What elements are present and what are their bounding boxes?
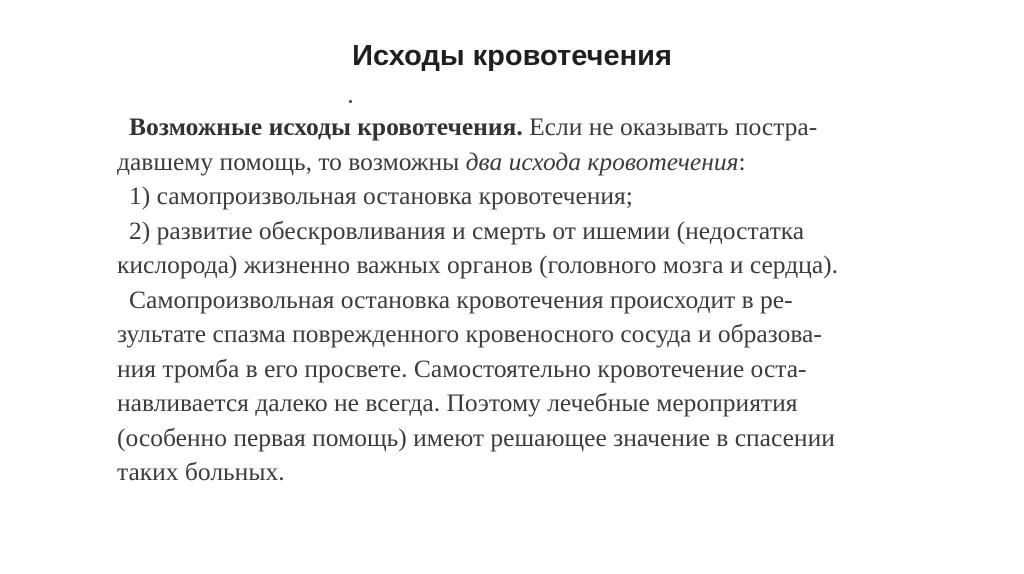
list-item-1: 1) самопроизвольная остановка кровотечения;	[129, 181, 633, 210]
text-line-2	[117, 145, 997, 180]
line2-end: :	[738, 146, 746, 176]
line2-italic: два исхода кровотечения	[465, 146, 739, 176]
slide-title: Исходы кровотечения	[352, 40, 672, 72]
intro-rest: Если не оказывать постра-	[529, 112, 818, 141]
scan-speck	[349, 100, 352, 103]
paragraph-line: Самопроизвольная остановка кровотечения происходит в ре-	[129, 284, 793, 314]
line2-start: давшему помощь, то возможны	[117, 146, 466, 176]
list-item-2-line-1: 2) развитие обескровливания и смерть от ишемии (недостатка	[129, 215, 805, 245]
paragraph-line: навливается далеко не всегда. Поэтому лечебные мероприятия	[117, 388, 798, 417]
scanned-text-block	[117, 110, 997, 490]
list-item-2-line-2: кислорода) жизненно важных органов (головного мозга и сердца).	[117, 250, 838, 279]
paragraph-line: ния тромба в его просвете. Самостоятельно кровотечение оста-	[117, 353, 807, 383]
paragraph-line: таких больных.	[117, 457, 285, 486]
paragraph-line: зультате спазма поврежденного кровеносного сосуда и образова-	[117, 319, 822, 348]
paragraph-line: (особенно первая помощь) имеют решающее значение в спасении	[117, 422, 835, 452]
intro-bold-phrase: Возможные исходы кровотечения.	[129, 112, 523, 141]
text-line-1	[117, 110, 997, 145]
